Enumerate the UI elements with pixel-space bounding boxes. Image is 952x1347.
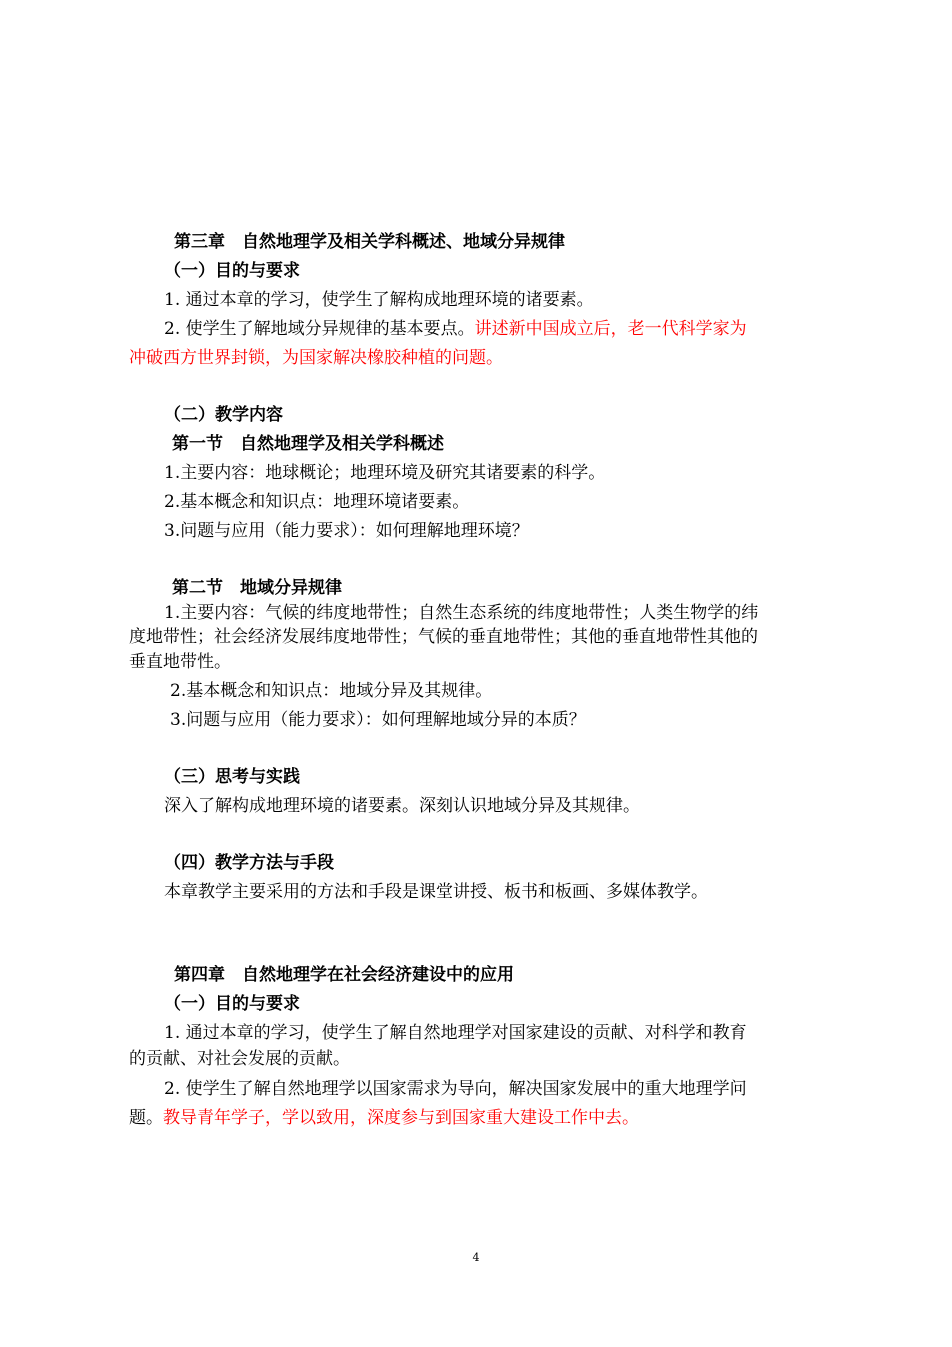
ch3-sec2-item-1a: 1.主要内容：气候的纬度地带性；自然生态系统的纬度地带性；人类生物学的纬 — [164, 603, 759, 623]
ch3-section-1-title: 第一节 自然地理学及相关学科概述 — [172, 434, 444, 454]
ch4-objectives-heading: （一）目的与要求 — [164, 994, 300, 1014]
chapter-3-title: 第三章 自然地理学及相关学科概述、地域分异规律 — [174, 232, 565, 252]
ch3-sec2-item-1c: 垂直地带性。 — [129, 652, 231, 672]
ch3-sec2-item-3: 3.问题与应用（能力要求）：如何理解地域分异的本质？ — [170, 710, 586, 730]
chapter-4-title: 第四章 自然地理学在社会经济建设中的应用 — [174, 965, 514, 985]
ch3-content-heading: （二）教学内容 — [164, 405, 283, 425]
ch3-objective-1: 1. 通过本章的学习，使学生了解构成地理环境的诸要素。 — [164, 290, 594, 310]
ch3-objective-2-highlight-cont: 冲破西方世界封锁，为国家解决橡胶种植的问题。 — [129, 348, 503, 368]
ch4-objective-2b-text: 题。 — [129, 1108, 163, 1128]
ch3-objectives-heading: （一）目的与要求 — [164, 261, 300, 281]
ch4-objective-2b — [129, 1106, 639, 1130]
ch3-sec1-item-3: 3.问题与应用（能力要求）：如何理解地理环境？ — [164, 521, 529, 541]
ch4-objective-1a: 1. 通过本章的学习，使学生了解自然地理学对国家建设的贡献、对科学和教育 — [164, 1023, 747, 1043]
page-number: 4 — [472, 1251, 480, 1264]
ch3-methods-text: 本章教学主要采用的方法和手段是课堂讲授、板书和板画、多媒体教学。 — [164, 882, 708, 902]
ch3-practice-heading: （三）思考与实践 — [164, 767, 300, 787]
ch3-practice-text: 深入了解构成地理环境的诸要素。深刻认识地域分异及其规律。 — [164, 796, 640, 816]
ch3-objective-2 — [164, 317, 747, 341]
ch3-methods-heading: （四）教学方法与手段 — [164, 853, 334, 873]
ch3-objective-2-highlight: 讲述新中国成立后，老一代科学家为 — [474, 319, 747, 339]
ch3-sec2-item-1b: 度地带性；社会经济发展纬度地带性；气候的垂直地带性；其他的垂直地带性其他的 — [129, 627, 758, 647]
ch3-objective-2-text: 2. 使学生了解地域分异规律的基本要点。 — [164, 319, 475, 339]
ch4-objective-2b-highlight: 教导青年学子，学以致用，深度参与到国家重大建设工作中去。 — [163, 1108, 639, 1128]
ch4-objective-2a: 2. 使学生了解自然地理学以国家需求为导向，解决国家发展中的重大地理学问 — [164, 1079, 747, 1099]
ch3-section-2-title: 第二节 地域分异规律 — [172, 578, 342, 598]
ch4-objective-1b: 的贡献、对社会发展的贡献。 — [129, 1049, 350, 1069]
ch3-sec1-item-2: 2.基本概念和知识点：地理环境诸要素。 — [164, 492, 470, 512]
ch3-sec2-item-2: 2.基本概念和知识点：地域分异及其规律。 — [170, 681, 493, 701]
ch3-sec1-item-1: 1.主要内容：地球概论；地理环境及研究其诸要素的科学。 — [164, 463, 606, 483]
